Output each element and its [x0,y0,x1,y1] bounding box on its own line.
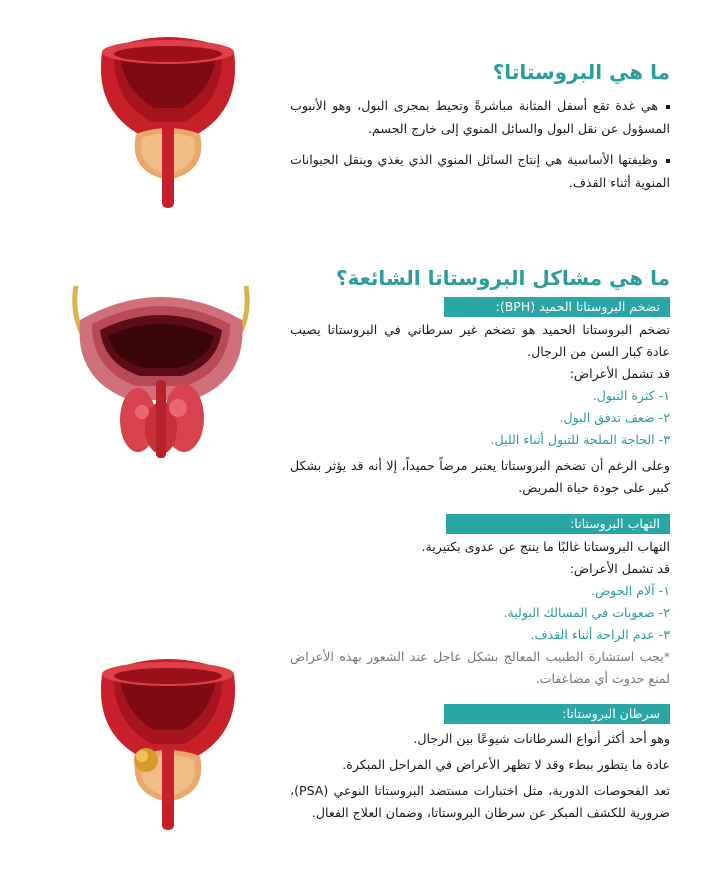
bph-symptom-2: ٢- ضعف تدفق البول. [559,410,670,425]
cancer-content [290,728,670,824]
cancer-header-bar [444,704,670,724]
prostatitis-header-bar [446,514,670,534]
prostatitis-content [290,536,670,690]
bph-description: تضخم البروستاتا الحميد هو تضخم غير سرطاني في البروستاتا يصيب عادة كبار السن من الرجال. [290,322,670,359]
prostatitis-symptom-3: ٣- عدم الراحة أثناء القذف. [530,627,670,642]
bph-note: وعلى الرغم أن تضخم البروستاتا يعتبر مرضاً حميداً، إلا أنه قد يؤثر بشكل كبير على جودة حياة المريض. [290,458,670,495]
prostatitis-symptom-1: ١- آلام الحوض. [591,583,670,598]
bph-header-bar [444,297,670,317]
prostatitis-warning: *يجب استشارة الطبيب المعالج بشكل عاجل عند الشعور بهذه الأعراض لمنع حدوث أي مضاعفات. [290,649,670,686]
cancer-paragraph-2: عادة ما يتطور ببطء وقد لا تظهر الأعراض في المراحل المبكرة. [342,757,670,772]
section1-title: ما هي البروستاتا؟ [492,60,670,84]
bph-symptoms-intro: قد تشمل الأعراض: [569,366,670,381]
cancer-prostate-illustration [92,644,244,832]
cancer-header: سرطان البروستاتا: [562,706,660,721]
bph-content [290,319,670,499]
section1-bullet-2: وظيفتها الأساسية هي إنتاج السائل المنوي الذي يغذي وينقل الحيوانات المنوية أثناء القذف. [290,152,670,190]
prostatitis-description: التهاب البروستاتا غالبًا ما ينتج عن عدوى بكتيرية. [421,539,670,554]
bph-header: تضخم البروستاتا الحميد (BPH): [495,299,660,314]
prostatitis-symptoms-intro: قد تشمل الأعراض: [569,561,670,576]
bph-symptom-1: ١- كثرة التبول. [592,388,670,403]
section2-title: ما هي مشاكل البروستاتا الشائعة؟ [335,266,670,290]
section-what-is-prostate [290,58,670,194]
prostatitis-header: التهاب البروستاتا: [570,516,660,531]
prostatitis-symptom-2: ٢- صعوبات في المسالك البولية. [503,605,670,620]
bullet-square-icon [666,105,670,109]
cancer-paragraph-1: وهو أحد أكثر أنواع السرطانات شيوعًا بين الرجال. [413,731,670,746]
normal-prostate-illustration [92,22,244,210]
bullet-square-icon [666,159,670,163]
bph-symptom-3: ٣- الحاجة الملحة للتبول أثناء الليل. [490,432,670,447]
cancer-paragraph-3: تعد الفحوصات الدورية، مثل اختبارات مستضد البروستاتا النوعي (PSA)، ضرورية للكشف المبكر عن سرطان البروستاتا، وضمان العلاج الفعال. [290,783,670,820]
bph-prostate-illustration [62,280,260,460]
section1-bullet-1: هي غدة تقع أسفل المثانة مباشرةً وتحيط بمجرى البول، وهو الأنبوب المسؤول عن نقل البول والسائل المنوي إلى خارج الجسم. [290,98,670,136]
section-common-problems [290,264,670,292]
